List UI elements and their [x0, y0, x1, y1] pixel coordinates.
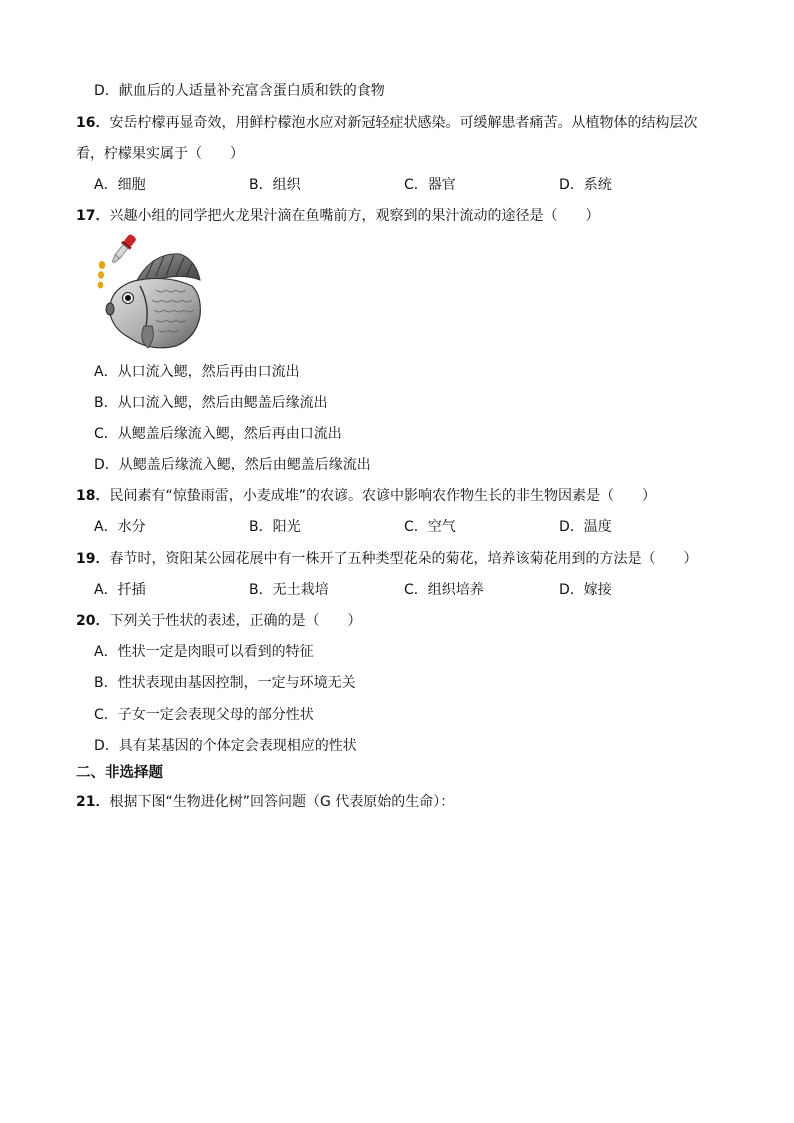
q20-option-b: B．性状表现由基因控制，一定与环境无关 [94, 675, 356, 691]
q18-option-c: C．空气 [404, 519, 456, 535]
q20-option-c: C．子女一定会表现父母的部分性状 [94, 707, 314, 723]
q15-option-d: D．献血后的人适量补充富含蛋白质和铁的食物 [94, 83, 385, 99]
q19-stem [76, 549, 697, 569]
q20-number: 20． [76, 613, 110, 629]
q21-stem-text: 根据下图“生物进化树”回答问题（G 代表原始的生命）： [109, 794, 455, 810]
q19-stem-text: 春节时，资阳某公园花展中有一株开了五种类型花朵的菊花，培养该菊花用到的方法是（ ） [109, 551, 698, 567]
fish-with-dropper-icon [94, 234, 202, 352]
q21-number: 21． [76, 794, 110, 810]
q18-stem-text: 民间素有“惊蛰雨雷，小麦成堆”的农谚。农谚中影响农作物生长的非生物因素是（ ） [109, 488, 656, 504]
q21-stem [76, 792, 454, 812]
q17-option-a: A．从口流入鳃，然后再由口流出 [94, 364, 300, 380]
q19-option-c: C．组织培养 [404, 582, 484, 598]
q18-option-d: D．温度 [559, 519, 612, 535]
q19-option-a: A．扦插 [94, 582, 146, 598]
q16-stem-text: 安岳柠檬再显奇效，用鲜柠檬泡水应对新冠轻症状感染。可缓解患者痛苦。从植物体的结构层次 [109, 115, 698, 131]
q16-option-c: C．器官 [404, 177, 456, 193]
q17-number: 17． [76, 208, 110, 224]
q17-option-b: B．从口流入鳃，然后由鳃盖后缘流出 [94, 395, 328, 411]
q17-option-c: C．从鳃盖后缘流入鳃，然后再由口流出 [94, 426, 342, 442]
q19-option-d: D．嫁接 [559, 582, 612, 598]
q16-number: 16． [76, 115, 110, 131]
q18-option-b: B．阳光 [249, 519, 301, 535]
q19-number: 19． [76, 551, 110, 567]
q16-option-a: A．细胞 [94, 177, 146, 193]
q17-stem [76, 206, 599, 226]
q16-stem-line2: 看，柠檬果实属于（ ） [76, 146, 244, 162]
q20-option-d: D．具有某基因的个体定会表现相应的性状 [94, 738, 357, 754]
q16-stem-line1 [76, 113, 697, 133]
q18-number: 18． [76, 488, 110, 504]
q20-option-a: A．性状一定是肉眼可以看到的特征 [94, 644, 314, 660]
q17-option-d: D．从鳃盖后缘流入鳃，然后由鳃盖后缘流出 [94, 457, 371, 473]
q17-stem-text: 兴趣小组的同学把火龙果汁滴在鱼嘴前方，观察到的果汁流动的途径是（ ） [109, 208, 600, 224]
q18-option-a: A．水分 [94, 519, 146, 535]
q20-stem-text: 下列关于性状的表述，正确的是（ ） [109, 613, 362, 629]
q18-stem [76, 486, 656, 506]
q19-option-b: B．无土栽培 [249, 582, 329, 598]
q16-option-b: B．组织 [249, 177, 301, 193]
dropper [109, 234, 138, 266]
q16-option-d: D．系统 [559, 177, 612, 193]
q20-stem [76, 611, 361, 631]
section-title: 二、非选择题 [76, 765, 163, 781]
